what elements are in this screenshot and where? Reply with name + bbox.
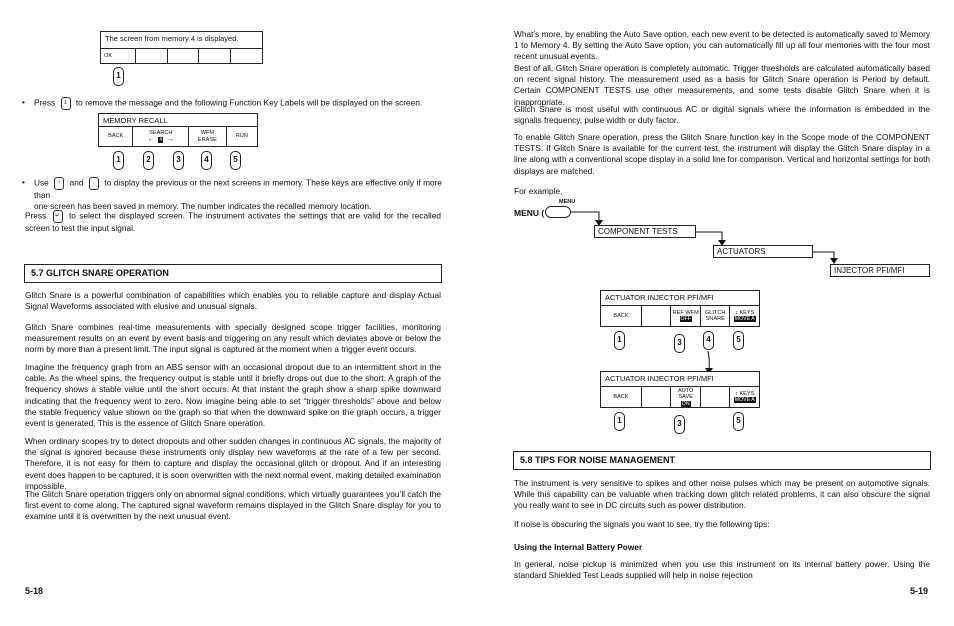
key-label-4[interactable] xyxy=(199,49,231,63)
f4-key-icon: 4 xyxy=(201,151,212,170)
section-heading-5-8: 5.8 TIPS FOR NOISE MANAGEMENT xyxy=(513,451,931,470)
paragraph-auto-save: What’s more, by enabling the Auto Save option, each new event to be detected is automatically saved to Memory 1 to Memory 4. By setting the Auto Save option, you can automatically fill up all four memories with the four most recent unusual events. xyxy=(514,29,930,62)
down-key-icon: ↓ xyxy=(89,177,99,190)
f5-key-icon: 5 xyxy=(733,331,744,350)
page-number-left: 5-18 xyxy=(25,586,44,596)
f1-key-icon: 1 xyxy=(113,151,124,170)
paragraph-most-useful: Glitch Snare is most useful with continuous AC or digital signals where the information is embedded in the signalis frequency, pulse width or duty factor. xyxy=(514,104,930,126)
f1-inline-key-icon: 1 xyxy=(61,97,71,110)
press-enter-paragraph: Press ↵ to select the displayed screen. The instrument activates the settings that are valid for the recalled screen to test the input signal. xyxy=(25,210,441,233)
up-key-icon: ↑ xyxy=(54,177,64,190)
memory4-message: The screen from memory 4 is displayed. xyxy=(105,34,239,43)
noise-paragraph-2: If noise is obscuring the signals you want to see, try the following tips: xyxy=(514,519,770,529)
left-arrow-icon: ← xyxy=(147,135,155,143)
bullet-press-f1: • Press 1 to remove the message and the following Function Key Labels will be displayed on the screen. xyxy=(34,97,454,110)
menu-actuators[interactable]: ACTUATORS xyxy=(713,245,813,258)
memory-recall-title: MEMORY RECALL xyxy=(103,116,168,125)
ok-key-label[interactable]: OK xyxy=(101,49,136,63)
run-key-label[interactable]: RUN xyxy=(235,133,248,140)
bullet-use-arrows: • Use ↑ and ↓ to display the previous or the next screens in memory. These keys are effective only if more than one screen has been saved in memory. The number indicates the recalled memory location. xyxy=(22,177,442,211)
key-label-2[interactable] xyxy=(136,49,168,63)
wfm-erase-key-label[interactable]: WFM ERASE xyxy=(189,127,226,146)
keys-move-key-label[interactable]: ↕ KEYS MOVE A xyxy=(734,309,755,323)
f4-key-icon: 4 xyxy=(703,331,714,350)
menu-label: MENU ( xyxy=(514,208,545,218)
menu-key-label: MENU xyxy=(559,199,576,205)
back-key-label[interactable]: BACK xyxy=(601,306,642,326)
battery-subheading: Using the Internal Battery Power xyxy=(514,542,643,552)
memory-recall-panel xyxy=(98,113,258,147)
ref-wfm-key-label[interactable]: REF WFM OFF xyxy=(671,306,701,326)
right-arrow-icon: → xyxy=(167,135,175,143)
back-key-label[interactable]: BACK xyxy=(99,127,133,146)
f1-key-icon: 1 xyxy=(113,67,124,86)
enter-key-icon: ↵ xyxy=(53,210,63,223)
right-page xyxy=(477,0,954,626)
keys-move-key-label[interactable]: ↕ KEYS MOVE A xyxy=(734,390,755,404)
noise-paragraph-1: The instrument is very sensitive to spikes and other noise pulses which may be present on automotive signals. While this capability can be valuable when tracking down glitch related problems, it can also obscure the signal you really want to see in DC circuits such as power distribution. xyxy=(514,478,930,511)
paragraph-enable: To enable Glitch Snare operation, press the Glitch Snare function key in the Scope mode of the COMPONENT TESTS. If Glitch Snare is available for the current test, the instrument will display the Glitch Snare display in a line along with a conventional scope display in a solid line for comparison. Vertical and horizontal settings for both displays are matched. xyxy=(514,132,931,176)
memory4-message-panel xyxy=(100,31,263,64)
f1-key-icon: 1 xyxy=(614,412,625,431)
actuator-panel-title: ACTUATOR INJECTOR PFI/MFI xyxy=(605,293,714,302)
f2-key-icon: 2 xyxy=(143,151,154,170)
paragraph-automatic: Best of all, Glitch Snare operation is completely automatic. Trigger thresholds are calculated automatically based on recent signal history. The measurement used as a basis for Glitch Snare operation is Period by default. Certain COMPONENT TESTS use other measurements, and some tests disable Glitch Snare when it is inappropriate. xyxy=(514,63,930,107)
paragraph-2: Glitch Snare combines real-time measurements with specially designed scope trigger facilities, monitoring measurement results on an event by event basis and triggering on any result which deviates above or below the norm by more than a present limit. The input signal is captured at the moment when a trigger event occurs. xyxy=(25,322,441,355)
blank-key-label-2[interactable] xyxy=(701,387,731,407)
key-label-5[interactable] xyxy=(231,49,262,63)
f3-key-icon: 3 xyxy=(674,334,685,353)
paragraph-4: When ordinary scopes try to detect dropouts and other sudden changes in continuous AC signals, the majority of the signal is ignored because these instruments only display new waveforms at the rate of a few per second. Therefore, it is not easy for them to capture and display the occasional glitch or dropout. And if an interesting event does happen to be captured, it is soon overwritten with the next normal event, making detailed examination impossible. xyxy=(25,436,441,491)
f5-key-icon: 5 xyxy=(230,151,241,170)
search-key-label[interactable]: SEARCH ← 4 → xyxy=(133,127,189,146)
f1-key-icon: 1 xyxy=(614,331,625,350)
updown-arrow-icon: ↕ xyxy=(735,390,738,397)
battery-paragraph: In general, noise pickup is minimized when you use this instrument on its internal battery power. Using the standard Shielded Test Leads supplied will help in noise rejection xyxy=(514,559,930,581)
paragraph-1: Glitch Snare is a powerful combination of capabilities which enables you to reliable capture and display Actual Signal Waveforms associated with elusive and unusual signals. xyxy=(25,290,441,312)
key-label-3[interactable] xyxy=(168,49,200,63)
section-heading-5-7: 5.7 GLITCH SNARE OPERATION xyxy=(24,264,442,283)
menu-injector-pfi-mfi[interactable]: INJECTOR PFI/MFI xyxy=(830,264,930,277)
f3-key-icon: 3 xyxy=(173,151,184,170)
actuator-panel-autosave xyxy=(600,371,760,408)
actuator-panel-title: ACTUATOR INJECTOR PFI/MFI xyxy=(605,374,714,383)
updown-arrow-icon: ↕ xyxy=(735,309,738,316)
paragraph-5: The Glitch Snare operation triggers only on abnormal signal conditions, which virtually guarantees you’ll catch the first event to come along. The captured signal waveform remains displayed in the Glitch Snare display for you to examine until it is overwritten by the next unusual event. xyxy=(25,489,441,522)
paragraph-for-example: For example, xyxy=(514,186,563,196)
f5-key-icon: 5 xyxy=(733,412,744,431)
back-key-label[interactable]: BACK xyxy=(601,387,642,407)
menu-component-tests[interactable]: COMPONENT TESTS xyxy=(594,225,696,238)
f3-key-icon: 3 xyxy=(674,415,685,434)
glitch-snare-key-label[interactable]: GLITCH SNARE xyxy=(701,306,731,326)
panel-transition-arrow xyxy=(477,0,954,420)
blank-key-label[interactable] xyxy=(642,387,672,407)
search-memory-number: 4 xyxy=(159,136,163,143)
paragraph-3: Imagine the frequency graph from an ABS sensor with an occasional dropout due to an intermittent short in the cable. As the wheel spins, the frequency output is stable until it briefly drops out due to the short. A graph of the frequency shows a stable value until the short occurs. At that instant the graph show a sharp spike downward indicating that the frequency went to zero. Now imagine being able to set “trigger thresholds” above and below the stable frequency value shown on the graph so that when the downward spike on the graph occurs, a trigger event is generated. This is the essence of Glitch Snare operation. xyxy=(25,362,441,429)
auto-save-key-label[interactable]: AUTO SAVE ON xyxy=(671,387,701,407)
page-number-right: 5-19 xyxy=(910,586,929,596)
